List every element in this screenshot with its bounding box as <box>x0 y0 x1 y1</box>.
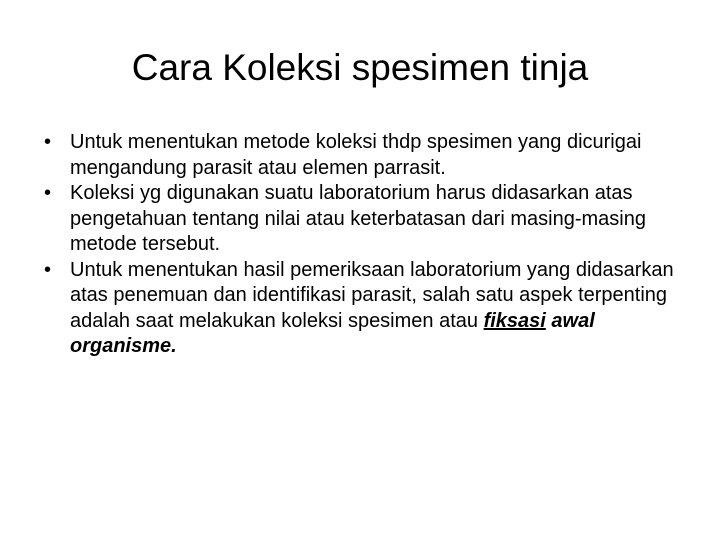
bullet-item-2 <box>36 181 676 258</box>
bullet-item-1 <box>36 130 676 181</box>
bullet-text-3: Untuk menentukan hasil pemeriksaan laboratorium yang didasarkan atas penemuan dan identifikasi parasit, salah satu aspek terpenting adalah saat melakukan koleksi spesimen atau <box>70 258 674 332</box>
bullet-text-2: Koleksi yg digunakan suatu laboratorium harus didasarkan atas pengetahuan tentang nilai atau keterbatasan dari masing-masing metode tersebut. <box>70 182 646 255</box>
bullet-item-3 <box>36 258 676 360</box>
bullet-marker: • <box>44 182 52 204</box>
emphasis-awal-organisme: awal organisme. <box>70 309 595 357</box>
bullet-marker: • <box>44 258 52 281</box>
bullet-marker: • <box>44 131 52 153</box>
bullet-text-1: Untuk menentukan metode koleksi thdp spesimen yang dicurigai mengandung parasit atau elemen parrasit. <box>70 131 642 179</box>
bullet-list <box>36 130 676 360</box>
emphasis-fiksasi: fiksasi <box>483 309 546 332</box>
slide-title: Cara Koleksi spesimen tinja <box>131 47 589 88</box>
